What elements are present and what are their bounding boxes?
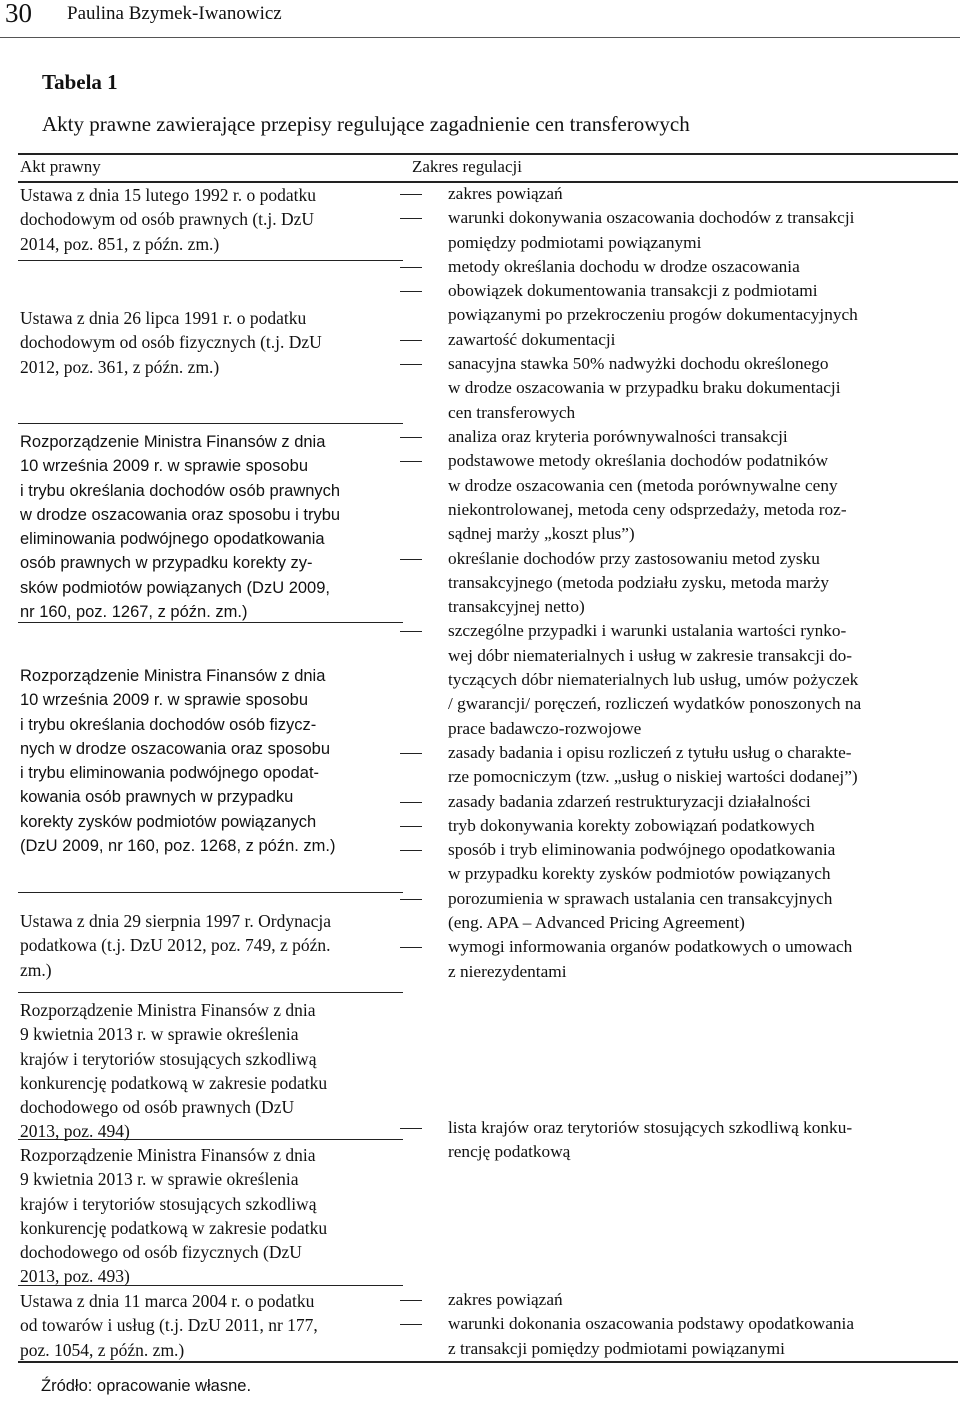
table-title: Tabela 1 xyxy=(42,70,118,94)
legal-act-cell xyxy=(20,1143,410,1289)
scope-item-text: tryb dokonywania korekty zobowiązań podatkowych xyxy=(448,815,815,835)
scope-item-text: rze pomocniczym (tzw. „usług o niskiej wartości dodanej”) xyxy=(448,767,858,787)
dash-bullet-icon xyxy=(400,753,422,754)
scope-item-text: lista krajów oraz terytoriów stosujących szkodliwą konku- xyxy=(448,1118,853,1137)
header-divider xyxy=(0,37,960,38)
row-separator xyxy=(18,260,403,261)
legal-act-cell xyxy=(20,909,410,982)
legal-act-line: dochodowego od osób prawnych (DzU xyxy=(20,1097,295,1118)
dash-bullet-icon xyxy=(400,364,422,365)
row-separator xyxy=(18,892,403,893)
scope-item-text: rencję podatkową xyxy=(448,1142,571,1162)
running-header-author: Paulina Bzymek-Iwanowicz xyxy=(67,3,282,24)
legal-act-line: krajów i terytoriów stosujących szkodliwą xyxy=(20,1193,317,1214)
scope-item-text: z transakcji pomiędzy podmiotami powiązanymi xyxy=(448,1338,785,1358)
scope-item-text: warunki dokonywania oszacowania dochodów z transakcji xyxy=(448,208,855,228)
scope-item-text: zakres powiązań xyxy=(448,1290,563,1309)
legal-act-line: konkurencję podatkową w zakresie podatku xyxy=(20,1072,328,1093)
legal-act-line: osób prawnych w przypadku korekty zy- xyxy=(20,554,313,573)
scope-item-text: sądnej marży „koszt plus”) xyxy=(448,524,635,544)
legal-act-line: nr 160, poz. 1267, z późn. zm.) xyxy=(20,603,248,622)
scope-item-text: w drodze oszacowania w przypadku braku dokumentacji xyxy=(448,378,841,398)
legal-act-line: 2013, poz. 494) xyxy=(20,1121,130,1142)
scope-item-text: niekontrolowanej, metoda ceny odsprzedaży, metoda roz- xyxy=(448,499,847,519)
legal-act-line: Ustawa z dnia 11 marca 2004 r. o podatku xyxy=(20,1291,315,1311)
dash-bullet-icon xyxy=(400,947,422,948)
scope-item-text: sposób i tryb eliminowania podwójnego opodatkowania xyxy=(448,840,836,860)
legal-act-line: 9 kwietnia 2013 r. w sprawie określenia xyxy=(20,1024,299,1045)
scope-item-text: prace badawczo-rozwojowe xyxy=(448,718,642,738)
legal-act-line: i trybu eliminowania podwójnego opodat- xyxy=(20,764,320,783)
legal-act-line: korekty zysków podmiotów powiązanych xyxy=(20,812,317,831)
legal-act-line: i trybu określania dochodów osób prawnych xyxy=(20,481,341,500)
legal-act-line: 10 września 2009 r. w sprawie sposobu xyxy=(20,457,308,476)
legal-act-line: Rozporządzenie Ministra Finansów z dnia xyxy=(20,433,326,451)
dash-bullet-icon xyxy=(400,437,422,438)
legal-act-cell xyxy=(20,183,410,256)
scope-item-text: zawartość dokumentacji xyxy=(448,329,616,349)
scope-item-text: zakres powiązań xyxy=(448,184,563,203)
legal-act-line: Rozporządzenie Ministra Finansów z dnia xyxy=(20,667,326,685)
source-note: Źródło: opracowanie własne. xyxy=(41,1377,252,1395)
dash-bullet-icon xyxy=(400,461,422,462)
legal-act-line: Rozporządzenie Ministra Finansów z dnia xyxy=(20,1145,316,1165)
scope-item-text: zasady badania zdarzeń restrukturyzacji działalności xyxy=(448,791,811,811)
dash-bullet-icon xyxy=(400,1324,422,1325)
legal-act-line: poz. 1054, z późn. zm.) xyxy=(20,1339,185,1360)
legal-act-line: sków podmiotów powiązanych (DzU 2009, xyxy=(20,578,330,597)
legal-act-line: Ustawa z dnia 15 lutego 1992 r. o podatku xyxy=(20,185,316,205)
dash-bullet-icon xyxy=(400,631,422,632)
scope-item-text: porozumienia w sprawach ustalania cen transakcyjnych xyxy=(448,888,833,908)
legal-act-cell xyxy=(20,1289,410,1362)
legal-act-line: (DzU 2009, nr 160, poz. 1268, z późn. zm.) xyxy=(20,837,336,856)
scope-item-text: powiązanymi po przekroczeniu progów dokumentacyjnych xyxy=(448,305,858,325)
legal-act-line: podatkowa (t.j. DzU 2012, poz. 749, z późn. xyxy=(20,935,331,956)
scope-item-text: / gwarancji/ poręczeń, rozliczeń wydatków ponoszonych na xyxy=(448,694,862,714)
legal-act-line: eliminowania podwójnego opodatkowania xyxy=(20,530,325,549)
scope-item-text: warunki dokonania oszacowania podstawy opodatkowania xyxy=(448,1314,854,1334)
scope-item-text: określanie dochodów przy zastosowaniu metod zysku xyxy=(448,548,820,568)
legal-act-line: 2013, poz. 493) xyxy=(20,1266,130,1287)
legal-act-line: dochodowym od osób fizycznych (t.j. DzU xyxy=(20,332,322,353)
dash-bullet-icon xyxy=(400,850,422,851)
scope-item-text: tyczących dóbr niematerialnych lub usług, umów pożyczek xyxy=(448,669,859,689)
legal-act-line: dochodowym od osób prawnych (t.j. DzU xyxy=(20,209,315,230)
scope-item-text: z nierezydentami xyxy=(448,961,567,981)
legal-act-line: Rozporządzenie Ministra Finansów z dnia xyxy=(20,1000,316,1020)
scope-item-text: zasady badania i opisu rozliczeń z tytułu usług o charakte- xyxy=(448,742,852,762)
table-caption: Akty prawne zawierające przepisy regulujące zagadnienie cen transferowych xyxy=(42,112,690,136)
legal-act-line: dochodowego od osób fizycznych (DzU xyxy=(20,1242,302,1263)
dash-bullet-icon xyxy=(400,1300,422,1301)
scope-item-text: szczególne przypadki i warunki ustalania wartości rynko- xyxy=(448,621,847,641)
page-number: 30 xyxy=(5,0,32,28)
legal-act-line: Ustawa z dnia 29 sierpnia 1997 r. Ordynacja xyxy=(20,911,332,931)
dash-bullet-icon xyxy=(400,194,422,195)
legal-act-line: od towarów i usług (t.j. DzU 2011, nr 177, xyxy=(20,1315,318,1336)
scope-item-text: wej dóbr niematerialnych i usług w zakresie transakcji do- xyxy=(448,645,853,665)
row-separator xyxy=(18,992,403,993)
scope-item-text: sanacyjna stawka 50% nadwyżki dochodu określonego xyxy=(448,354,829,374)
scope-item-text: w przypadku korekty zysków podmiotów powiązanych xyxy=(448,864,831,884)
legal-act-line: kowania osób prawnych w przypadku xyxy=(20,788,294,807)
legal-act-cell xyxy=(20,430,410,624)
table-top-rule xyxy=(18,153,958,155)
legal-act-line: 10 września 2009 r. w sprawie sposobu xyxy=(20,691,308,710)
column-header-scope: Zakres regulacji xyxy=(412,157,522,176)
scope-item-text: pomiędzy podmiotami powiązanymi xyxy=(448,232,702,252)
dash-bullet-icon xyxy=(400,1128,422,1129)
legal-act-cell xyxy=(20,306,410,379)
scope-item-text: (eng. APA – Advanced Pricing Agreement) xyxy=(448,912,745,932)
column-header-act: Akt prawny xyxy=(20,157,101,176)
scope-item-text: metody określania dochodu w drodze oszacowania xyxy=(448,256,800,276)
scope-item-text: analiza oraz kryteria porównywalności transakcji xyxy=(448,427,788,446)
legal-act-cell xyxy=(20,998,410,1144)
legal-act-line: i trybu określania dochodów osób fizycz- xyxy=(20,715,317,734)
scope-item-text: transakcyjnego (metoda podziału zysku, metoda marży xyxy=(448,572,830,592)
legal-act-cell xyxy=(20,664,410,858)
legal-act-line: Ustawa z dnia 26 lipca 1991 r. o podatku xyxy=(20,308,307,328)
scope-item-text: obowiązek dokumentowania transakcji z podmiotami xyxy=(448,281,818,301)
scope-item-text: w drodze oszacowania cen (metoda porównywalne ceny xyxy=(448,475,838,495)
legal-act-line: 2014, poz. 851, z późn. zm.) xyxy=(20,233,220,254)
row-separator xyxy=(18,423,403,424)
dash-bullet-icon xyxy=(400,826,422,827)
dash-bullet-icon xyxy=(400,899,422,900)
dash-bullet-icon xyxy=(400,267,422,268)
legal-act-line: krajów i terytoriów stosujących szkodliwą xyxy=(20,1048,317,1069)
legal-act-line: konkurencję podatkową w zakresie podatku xyxy=(20,1217,328,1238)
legal-act-line: nych w drodze oszacowania oraz sposobu xyxy=(20,739,331,758)
scope-item-text: transakcyjnej netto) xyxy=(448,597,585,617)
legal-act-line: 9 kwietnia 2013 r. w sprawie określenia xyxy=(20,1169,299,1190)
legal-act-line: 2012, poz. 361, z późn. zm.) xyxy=(20,356,220,377)
dash-bullet-icon xyxy=(400,218,422,219)
scope-item-text: podstawowe metody określania dochodów podatników xyxy=(448,451,829,471)
dash-bullet-icon xyxy=(400,559,422,560)
scope-item-text: cen transferowych xyxy=(448,402,576,422)
dash-bullet-icon xyxy=(400,291,422,292)
dash-bullet-icon xyxy=(400,340,422,341)
legal-act-line: zm.) xyxy=(20,959,52,980)
scope-item-text: wymogi informowania organów podatkowych o umowach xyxy=(448,937,853,957)
legal-act-line: w drodze oszacowania oraz sposobu i trybu xyxy=(20,505,341,524)
dash-bullet-icon xyxy=(400,802,422,803)
